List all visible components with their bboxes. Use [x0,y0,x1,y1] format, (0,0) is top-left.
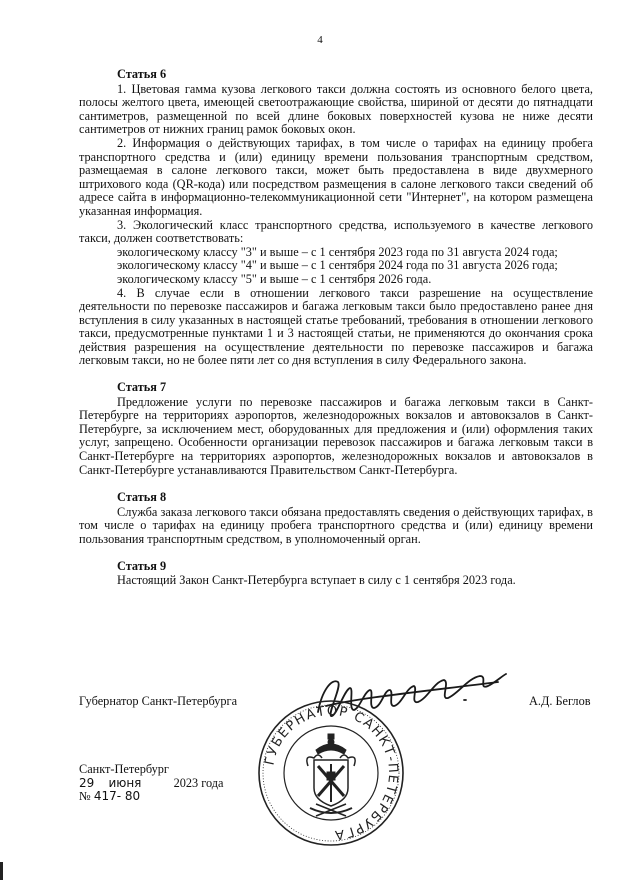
seal-text: ГУБЕРНАТОР САНКТ-ПЕТЕРБУРГА [262,703,401,843]
official-seal [256,698,406,848]
document-number [79,790,223,804]
page-number: 4 [317,34,323,46]
article-title: Статья 6 [117,67,167,81]
eco-class-line: экологическому классу "5" и выше – с 1 сентября 2026 года. [117,271,432,286]
article-paragraph: 2. Информация о действующих тарифах, в том числе о тарифах на единицу пробега транспортного средства и (или) единицу времени пользования транспортным средством, размещаемая в салоне легкового такси, может быть предоставлена в виде двухмерного штрихового кода (QR-кода) или посредством размещения в салоне легкового такси сведений об адресе сайта в информационно-телекоммуникационной сети "Интернет", на котором размещена указанная информация. [79,135,593,218]
document-number-prefix: № [79,789,91,804]
issue-details [79,763,223,804]
issue-date-month: июня [108,775,142,790]
scan-edge-mark [0,862,3,880]
article-paragraph: Служба заказа легкового такси обязана предоставлять сведения о действующих тарифах, в том числе о тарифах на единицу пробега транспортного средства и (или) единицу времени пользования транспортным средством, в уполномоченный орган. [79,504,593,546]
article-title: Статья 7 [117,380,167,395]
article-title: Статья 8 [117,490,167,505]
article-paragraph: 4. В случае если в отношении легкового такси разрешение на осуществление деятельности по перевозке пассажиров и багажа легковым такси было предоставлено ранее дня вступления в силу указанных в настоящей статье требований, требования в отношении легкового такси, предусмотренные пунктами 1 и 3 настоящей статьи, не применяются до окончания срока действия разрешения на осуществление деятельности по перевозке пассажиров и багажа легковым такси, но не более пяти лет со дня вступления в силу Федерального закона. [79,285,593,368]
document-number-value: 417- 80 [93,789,141,804]
issue-date [79,777,223,791]
article-6 [79,68,593,368]
article-paragraph: Настоящий Закон Санкт-Петербурга вступает в силу с 1 сентября 2023 года. [117,573,516,588]
document-body [79,68,593,588]
article-9 [79,560,593,588]
signatory-position: Губернатор Санкт-Петербурга [79,694,238,708]
issue-date-year: 2023 года [173,775,224,790]
article-7 [79,381,593,477]
signatory-name: А.Д. Беглов [529,694,591,708]
article-paragraph: 3. Экологический класс транспортного средства, используемого в качестве легкового такси, должен соответствовать: [79,217,593,246]
article-paragraph: Предложение услуги по перевозке пассажиров и багажа легковым такси в Санкт-Петербурге на территориях аэропортов, железнодорожных вокзалов и автовокзалов в Санкт-Петербурге, за исключением мест, оборудованных для предложения и (или) оформления таких услуг, запрещено. Особенности организации перевозок пассажиров и багажа легковым такси в Санкт-Петербурге на территориях аэропортов, железнодорожных вокзалов и автовокзалов в Санкт-Петербурге устанавливаются Правительством Санкт-Петербурга. [79,394,593,477]
article-8 [79,491,593,546]
issue-city: Санкт-Петербург [79,762,169,776]
article-paragraph: 1. Цветовая гамма кузова легкового такси должна состоять из основного белого цвета, полосы желтого цвета, имеющей светоотражающие свойства, шириной от десяти до пятнадцати сантиметров, размещенной по всей длине боковых поверхностей кузова не ниже десяти сантиметров от нижних границ рамок боковых окон. [79,81,593,137]
issue-date-day: 29 [79,775,95,790]
article-title: Статья 9 [117,558,167,573]
eco-class-line: экологическому классу "4" и выше – с 1 сентября 2024 года по 31 августа 2026 года; [117,258,558,273]
eco-class-line: экологическому классу "3" и выше – с 1 сентября 2023 года по 31 августа 2024 года; [117,244,558,259]
